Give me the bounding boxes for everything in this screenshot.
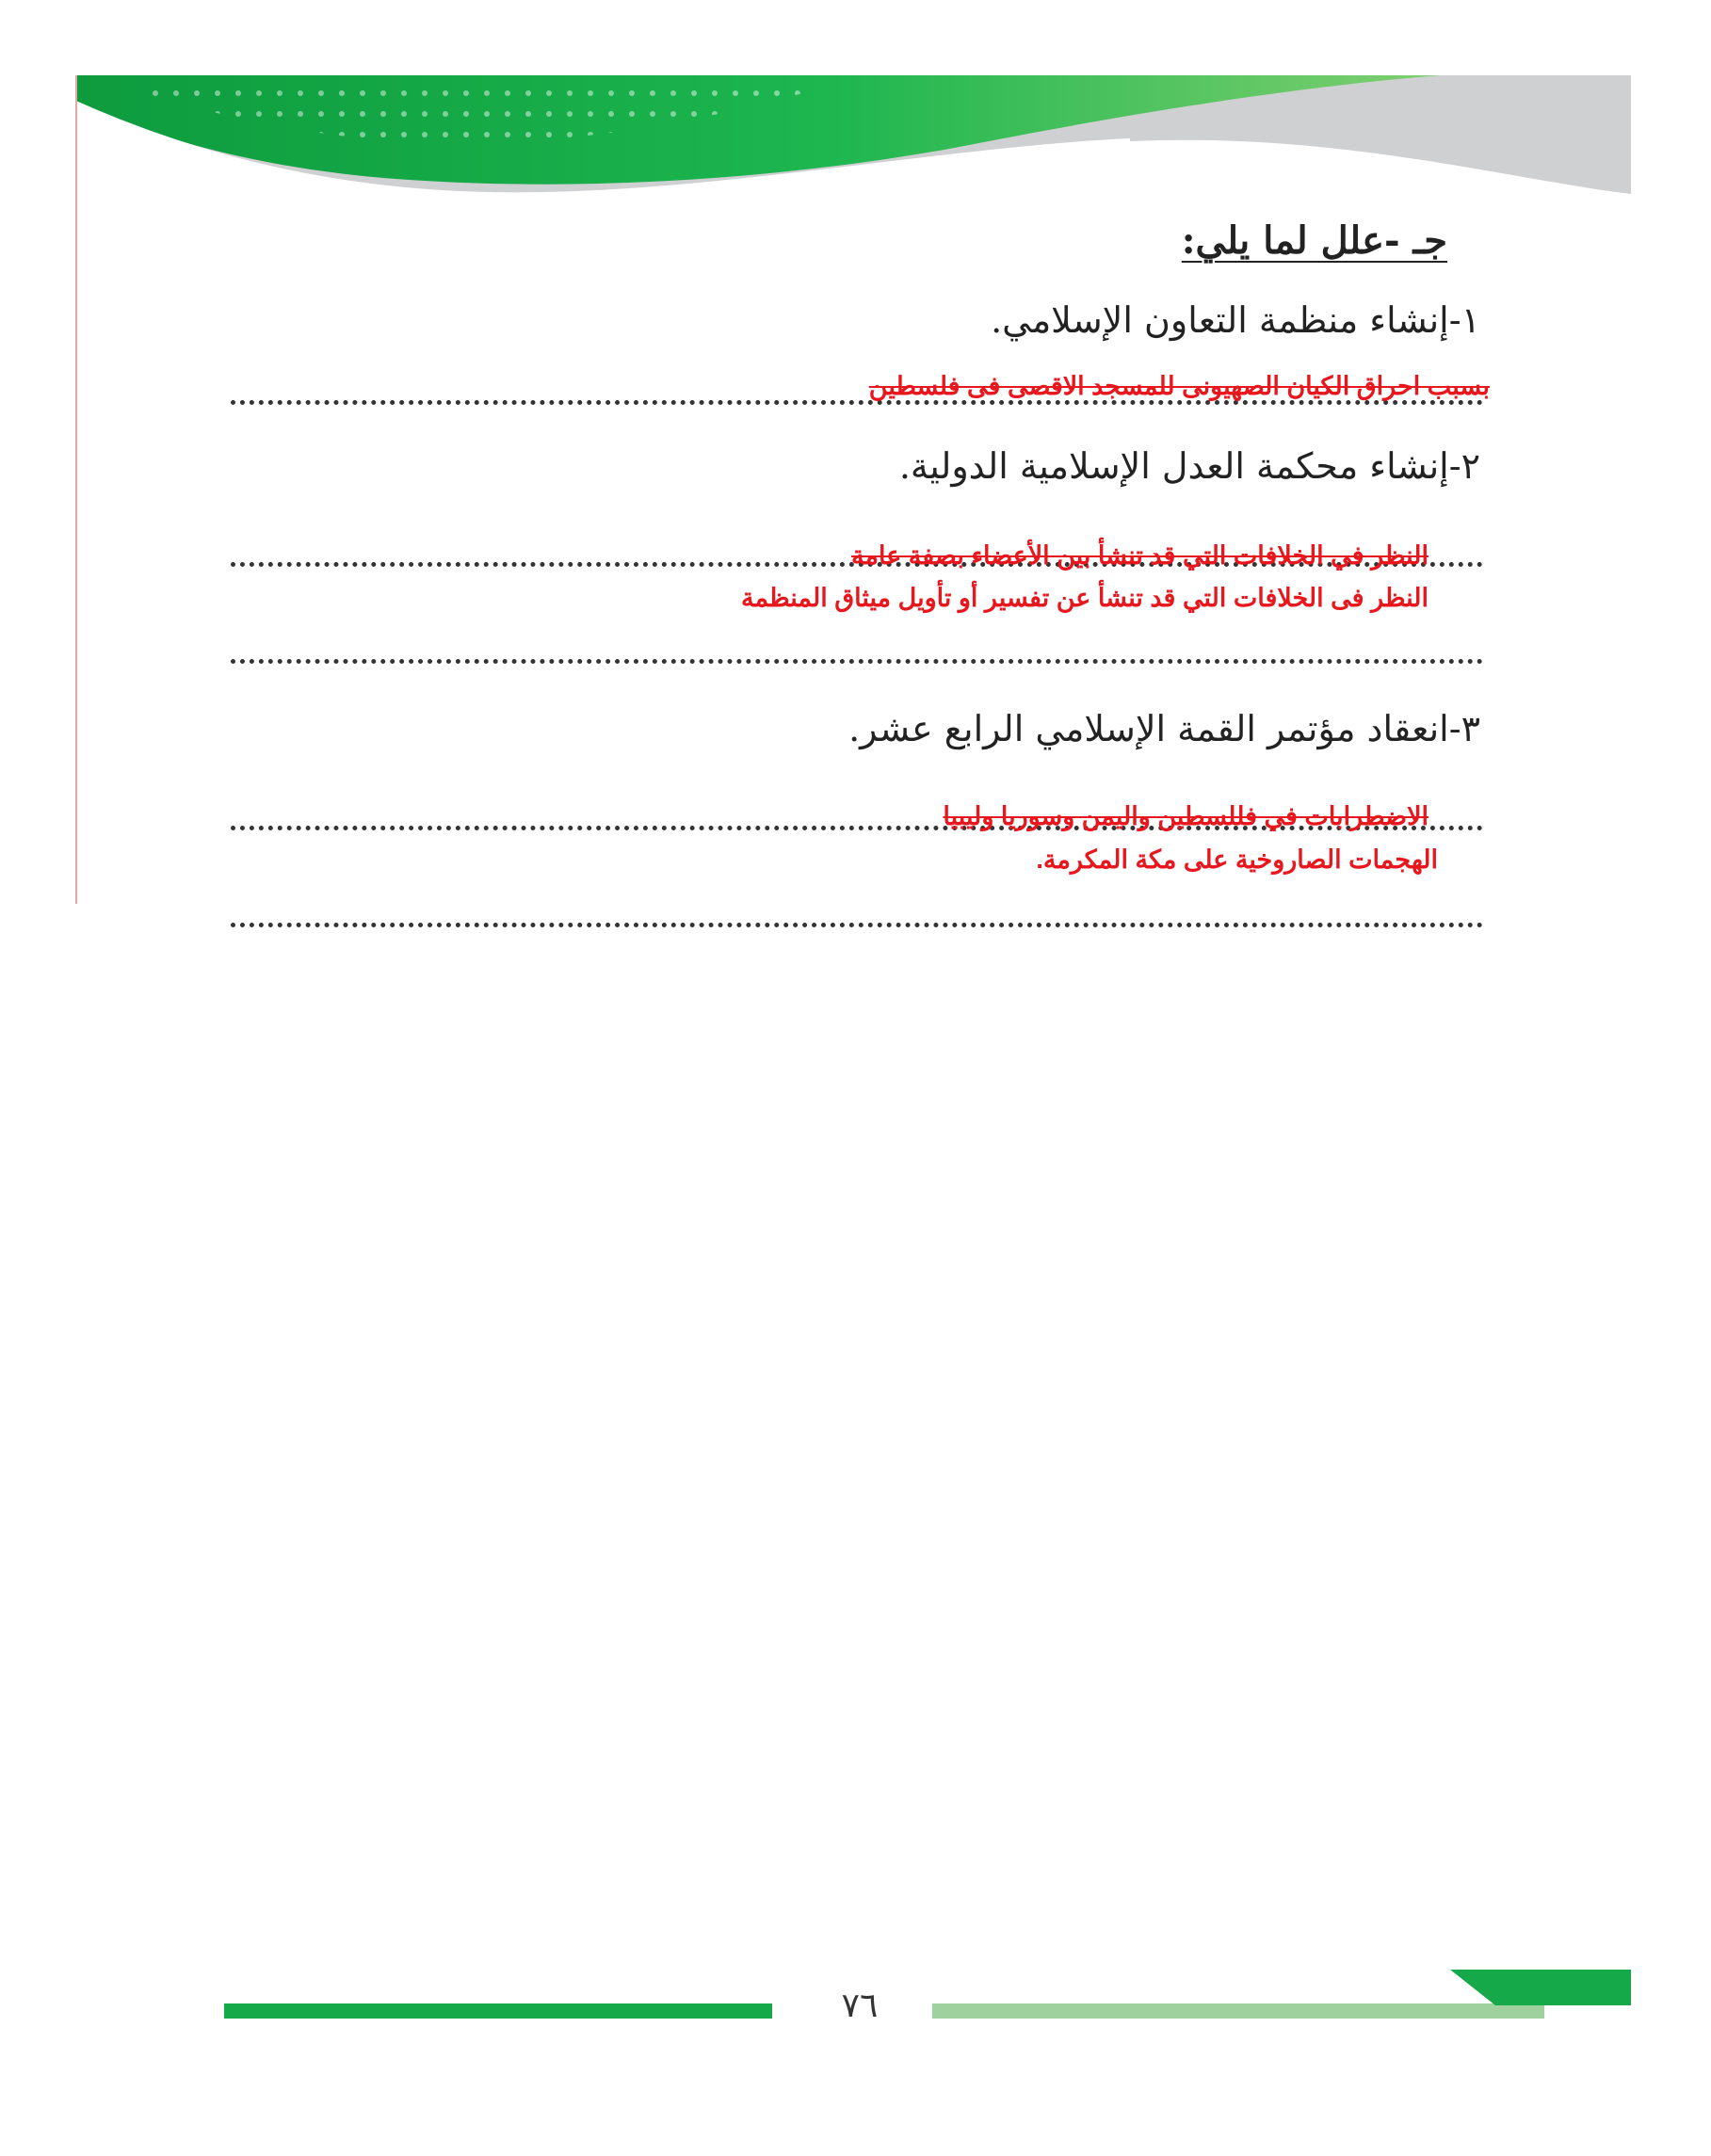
question-1: ١-إنشاء منظمة التعاون الإسلامي.	[991, 299, 1480, 341]
footer-bar-left	[224, 2003, 772, 2019]
page-number: ٧٦	[841, 1987, 879, 2025]
footer-corner-accent	[1450, 1970, 1638, 2007]
left-margin-line	[75, 75, 77, 904]
answer-line-3	[231, 659, 1483, 664]
answer-3a: الاضطرابات في فللسطين واليمن وسوريا وليبيا	[943, 802, 1429, 830]
question-3: ٣-انعقاد مؤتمر القمة الإسلامي الرابع عشر.	[848, 708, 1480, 749]
answer-3b: الهجمات الصاروخية على مكة المكرمة.	[1036, 845, 1438, 874]
question-2: ٢-إنشاء محكمة العدل الإسلامية الدولية.	[898, 445, 1480, 487]
section-heading: جـ -علل لما يلي:	[1181, 218, 1447, 263]
answer-1: بسبب احراق الكيان الصهيونى للمسجد الاقصى فى فلسطين	[868, 372, 1490, 400]
answer-line-5	[231, 923, 1483, 927]
answer-2b: النظر فى الخلافات التي قد تنشأ عن تفسير أو تأويل ميثاق المنظمة	[740, 584, 1429, 612]
header-wave-banner	[0, 0, 1711, 226]
answer-2a: النظر في الخلافات التي قد تنشأ بين الأعضاء بصفة عامة	[851, 541, 1429, 570]
